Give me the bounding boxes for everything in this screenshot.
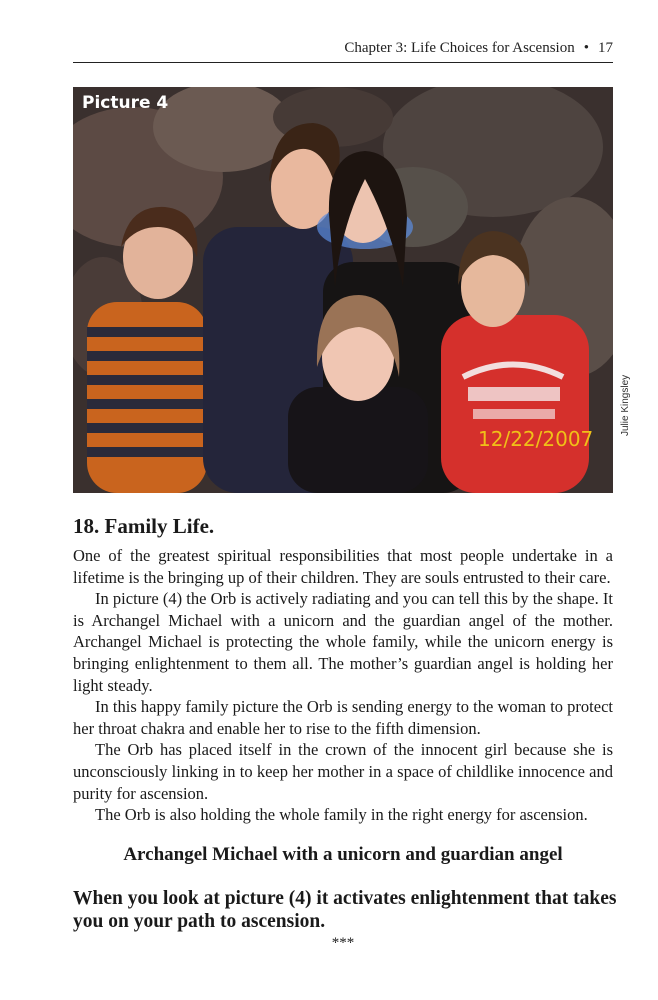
picture-label: Picture 4 [82, 93, 169, 113]
chapter-title: Chapter 3: Life Choices for Ascension [344, 40, 575, 56]
section-separator: *** [331, 935, 355, 951]
closing-statement: When you look at picture (4) it activates enlightenment that takes you on your path to ascension. [73, 888, 617, 932]
running-head [73, 40, 613, 57]
section-title: 18. Family Life. [73, 514, 215, 538]
header-bullet: • [583, 40, 589, 56]
header-rule [73, 62, 613, 63]
family-photo [73, 87, 613, 493]
paragraph: One of the greatest spiritual responsibilities that most people undertake in a lifetime is the bringing up of their children. They are souls entrusted to their care. [73, 546, 613, 587]
photo-credit: Julie Kingsley [620, 374, 631, 436]
date-stamp: 12/22/2007 [478, 427, 594, 451]
picture-caption: Archangel Michael with a unicorn and guardian angel [123, 844, 563, 865]
page-number: 17 [598, 40, 613, 56]
paragraph: The Orb is also holding the whole family in the right energy for ascension. [95, 805, 588, 825]
paragraph: In picture (4) the Orb is actively radiating and you can tell this by the shape. It is Archangel Michael with a unicorn and the guardian angel of the mother. Archangel Michael is protecting the whole family, while the unicorn energy is bringing enlightenment to them all. The mother’s guardian angel is holding her light steady. [73, 589, 613, 695]
body-text [73, 545, 613, 826]
paragraph: In this happy family picture the Orb is sending energy to the woman to protect her throat chakra and enable her to rise to the fifth dimension. [73, 697, 613, 738]
paragraph: The Orb has placed itself in the crown of the innocent girl because she is unconsciously linking in to keep her mother in a space of childlike innocence and purity for ascension. [73, 740, 613, 803]
